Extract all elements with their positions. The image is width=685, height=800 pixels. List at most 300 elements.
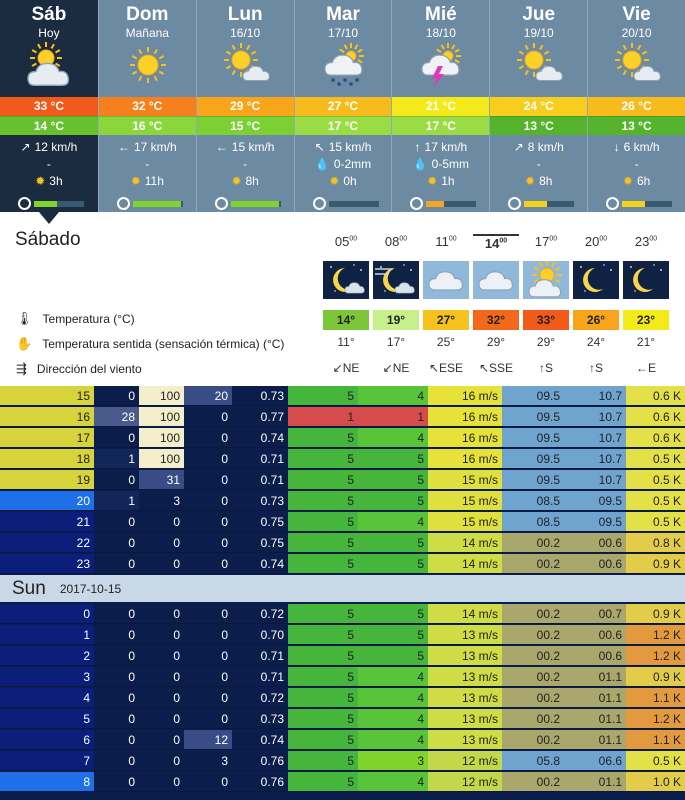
uv-bar	[34, 201, 84, 207]
day-date: 19/10	[523, 26, 554, 40]
table-cell: 09.5	[502, 386, 564, 406]
hour-wind: ←E	[635, 361, 656, 375]
sun-icon: ✹	[329, 174, 340, 188]
wind-arrow-icon: ↖	[478, 361, 490, 375]
hour-temperature: 14°	[323, 310, 369, 330]
sun-hours: 3h	[49, 174, 63, 188]
table-cell: 0	[184, 625, 232, 645]
wind-arrow-icon: ↑	[538, 361, 545, 375]
uv-row	[117, 197, 183, 210]
table-cell: 1	[358, 407, 428, 427]
sun-row	[392, 173, 489, 190]
table-cell: 08.5	[502, 491, 564, 511]
table-cell: 09.5	[564, 491, 626, 511]
day-details	[99, 139, 196, 216]
table-cell: 0	[94, 625, 139, 645]
uv-bar	[622, 201, 672, 207]
uv-icon	[313, 197, 326, 210]
wind-arrow-icon: ←	[215, 140, 228, 154]
max-temperature: 21 °C	[392, 97, 489, 116]
wind-arrow-icon: ↗	[513, 140, 524, 154]
max-temperature: 26 °C	[588, 97, 685, 116]
max-temperature: 32 °C	[99, 97, 196, 116]
table-cell: 0	[184, 772, 232, 792]
wind-speed: 8 km/h	[527, 140, 564, 154]
moon-fog-icon	[373, 261, 419, 299]
table-cell: 5	[358, 554, 428, 574]
hour-label[interactable]: $11^{00}$	[435, 234, 457, 249]
rain-row	[0, 156, 98, 173]
table-cell: 17	[0, 428, 94, 448]
hour-feels-like: 29°	[536, 335, 556, 349]
uv-icon	[18, 197, 31, 210]
table-cell: 10.7	[564, 449, 626, 469]
table-cell: 0	[184, 554, 232, 574]
day-name: Dom	[126, 4, 169, 25]
hour-feels-like: 21°	[636, 335, 656, 349]
table-cell: 00.6	[564, 533, 626, 553]
day-name: Mié	[425, 4, 457, 25]
table-cell: 5	[288, 470, 358, 490]
wind-speed: 17 km/h	[424, 140, 468, 154]
table-row	[0, 533, 685, 554]
table-cell: 5	[288, 449, 358, 469]
day-details	[490, 139, 587, 216]
hour-temperature: 33°	[523, 310, 569, 330]
table-cell: 0.5 K	[626, 449, 685, 469]
rain-row	[490, 156, 587, 173]
uv-icon	[410, 197, 423, 210]
table-cell: 5	[288, 709, 358, 729]
sun-icon: ✹	[427, 174, 438, 188]
table-row	[0, 604, 685, 625]
hand-icon: ✋	[16, 336, 33, 351]
table-cell: 0	[184, 688, 232, 708]
uv-bar-fill	[133, 201, 181, 207]
wind-row	[295, 139, 392, 156]
max-temperature: 33 °C	[0, 97, 98, 116]
rain-amount: -	[536, 157, 541, 171]
table-cell: 0	[184, 428, 232, 448]
table-cell: 4	[358, 667, 428, 687]
max-temperature: 27 °C	[295, 97, 392, 116]
hour-wind: ↙NE	[332, 361, 360, 375]
table-cell: 4	[0, 688, 94, 708]
table-cell: 3	[358, 751, 428, 771]
table-cell: 0	[139, 604, 184, 624]
table-cell: 0.75	[232, 533, 288, 553]
table-cell: 5	[288, 512, 358, 532]
day-name: Jue	[522, 4, 556, 25]
table-cell: 14 m/s	[428, 604, 502, 624]
table-cell: 2	[0, 646, 94, 666]
table-cell: 1.0 K	[626, 772, 685, 792]
moon-icon	[573, 261, 619, 299]
table-cell: 0	[94, 688, 139, 708]
wind-row	[197, 139, 294, 156]
sun-hours: 8h	[539, 174, 553, 188]
table-cell: 1	[94, 449, 139, 469]
day-name: Lun	[227, 4, 263, 25]
day-header	[490, 0, 587, 97]
table-cell: 1.2 K	[626, 625, 685, 645]
table-cell: 18	[0, 449, 94, 469]
day-card-5[interactable]	[489, 0, 587, 212]
table-cell: 0.76	[232, 751, 288, 771]
sun-hours: 11h	[144, 174, 164, 188]
hour-temperature: 23°	[623, 310, 669, 330]
table-cell: 01.1	[564, 688, 626, 708]
day-name: Sáb	[31, 4, 67, 25]
rain-amount: -	[243, 157, 248, 171]
table-row	[0, 751, 685, 772]
wind-arrow-icon: ←	[117, 140, 130, 154]
table-cell: 100	[139, 449, 184, 469]
table-cell: 0.71	[232, 449, 288, 469]
day-details	[197, 139, 294, 216]
table-cell: 1.1 K	[626, 688, 685, 708]
table-cell: 0.9 K	[626, 604, 685, 624]
uv-icon	[508, 197, 521, 210]
wind-arrow-icon: ↙	[332, 361, 343, 375]
table-cell: 0.77	[232, 407, 288, 427]
sunny-cloud-icon	[523, 261, 569, 299]
hour-wind: ↖ESE	[428, 361, 464, 375]
table-cell: 5	[288, 688, 358, 708]
uv-bar	[426, 201, 476, 207]
table-cell: 5	[288, 625, 358, 645]
rain-amount: 0-5mm	[431, 157, 470, 171]
table-cell: 00.2	[502, 533, 564, 553]
day-card-4[interactable]	[391, 0, 489, 212]
table-cell: 10.7	[564, 470, 626, 490]
day-date: Mañana	[125, 26, 169, 40]
sun-row	[0, 173, 98, 190]
table-row	[0, 554, 685, 575]
hour-label[interactable]: $23^{00}$	[634, 234, 658, 249]
temp-row-label: 🌡 Temperatura (°C)	[16, 311, 135, 326]
table-row	[0, 730, 685, 751]
table-cell: 5	[288, 604, 358, 624]
table-cell: 16 m/s	[428, 407, 502, 427]
sunny-icon	[123, 42, 173, 88]
table-cell: 0.6 K	[626, 386, 685, 406]
min-temperature: 15 °C	[197, 116, 294, 135]
table-cell: 0	[94, 709, 139, 729]
sunny-cloud-icon	[514, 42, 564, 88]
table-cell: 0.71	[232, 667, 288, 687]
table-cell: 31	[139, 470, 184, 490]
table-cell: 15	[0, 386, 94, 406]
sun-icon: ✹	[525, 174, 536, 188]
section-day-name: Sun	[12, 577, 46, 599]
table-cell: 13 m/s	[428, 625, 502, 645]
table-cell: 5	[288, 646, 358, 666]
hour-wind: ↙NE	[382, 361, 410, 375]
day-details	[392, 139, 489, 216]
table-cell: 0.73	[232, 709, 288, 729]
table-cell: 01.1	[564, 667, 626, 687]
day-card-3[interactable]	[294, 0, 392, 212]
table-cell: 00.2	[502, 646, 564, 666]
table-cell: 1.2 K	[626, 709, 685, 729]
table-row	[0, 667, 685, 688]
table-cell: 00.2	[502, 554, 564, 574]
day-details	[588, 139, 685, 216]
table-cell: 00.6	[564, 625, 626, 645]
min-temperature: 14 °C	[0, 116, 98, 135]
table-cell: 0.9 K	[626, 554, 685, 574]
table-cell: 06.6	[564, 751, 626, 771]
table-row	[0, 407, 685, 428]
rain-amount: -	[46, 157, 51, 171]
table-cell: 4	[358, 772, 428, 792]
table-cell: 5	[358, 491, 428, 511]
table-cell: 09.5	[502, 470, 564, 490]
wind-speed: 17 km/h	[133, 140, 177, 154]
feel-row-label: ✋ Temperatura sentida (sensación térmica) (°C)	[16, 336, 285, 351]
min-temperature: 17 °C	[392, 116, 489, 135]
day-date: Hoy	[38, 26, 60, 40]
table-cell: 0.8 K	[626, 533, 685, 553]
rain-row	[295, 156, 392, 173]
raindrop-icon: 💧	[314, 157, 330, 171]
table-cell: 4	[358, 512, 428, 532]
wind-arrow-icon: ↙	[382, 361, 393, 375]
table-cell: 5	[0, 709, 94, 729]
table-cell: 14 m/s	[428, 533, 502, 553]
table-cell: 14 m/s	[428, 554, 502, 574]
table-cell: 13 m/s	[428, 709, 502, 729]
day-card-6[interactable]	[587, 0, 685, 212]
table-cell: 00.6	[564, 554, 626, 574]
table-row	[0, 688, 685, 709]
table-cell: 0.72	[232, 604, 288, 624]
table-cell: 0	[184, 709, 232, 729]
table-cell: 5	[288, 428, 358, 448]
sunny-cloud-icon	[612, 42, 662, 88]
table-cell: 5	[288, 554, 358, 574]
table-cell: 100	[139, 428, 184, 448]
day-details	[295, 139, 392, 216]
table-cell: 08.5	[502, 512, 564, 532]
table-cell: 13 m/s	[428, 646, 502, 666]
sun-row	[490, 173, 587, 190]
uv-bar	[133, 201, 183, 207]
table-cell: 16 m/s	[428, 386, 502, 406]
table-cell: 09.5	[502, 407, 564, 427]
hour-label[interactable]: $14^{00}$	[473, 234, 519, 256]
uv-icon	[606, 197, 619, 210]
sun-hours: 1h	[441, 174, 455, 188]
table-cell: 20	[184, 386, 232, 406]
uv-bar-fill	[524, 201, 547, 207]
table-cell: 5	[358, 470, 428, 490]
table-cell: 00.2	[502, 688, 564, 708]
uv-row	[18, 197, 84, 210]
hour-temperature: 32°	[473, 310, 519, 330]
hour-wind: ↑S	[588, 361, 603, 375]
table-cell: 0	[94, 751, 139, 771]
wind-row-label: ⇶ Dirección del viento	[16, 361, 142, 376]
wind-arrow-icon: ↑	[414, 140, 421, 154]
table-cell: 0	[94, 533, 139, 553]
table-cell: 0	[94, 512, 139, 532]
uv-bar-fill	[622, 201, 645, 207]
sun-hours: 6h	[636, 174, 651, 188]
sunny-cloud-icon	[221, 42, 271, 88]
table-cell: 13 m/s	[428, 730, 502, 750]
table-cell: 16	[0, 407, 94, 427]
table-cell: 00.2	[502, 625, 564, 645]
sun-row	[197, 173, 294, 190]
day-date: 17/10	[327, 26, 359, 40]
table-cell: 21	[0, 512, 94, 532]
hour-label[interactable]: $20^{00}$	[584, 234, 608, 249]
table-cell: 1	[94, 491, 139, 511]
day-date: 16/10	[230, 26, 261, 40]
table-cell: 23	[0, 554, 94, 574]
table-cell: 0	[139, 512, 184, 532]
wind-arrow-icon: ↖	[428, 361, 440, 375]
table-cell: 5	[358, 646, 428, 666]
table-cell: 100	[139, 407, 184, 427]
day-header	[197, 0, 294, 97]
table-cell: 09.5	[564, 512, 626, 532]
table-row	[0, 709, 685, 730]
table-cell: 4	[358, 709, 428, 729]
table-cell: 1	[288, 407, 358, 427]
wind-speed: 12 km/h	[34, 140, 78, 154]
table-cell: 22	[0, 533, 94, 553]
uv-icon	[117, 197, 130, 210]
day-header	[392, 0, 489, 97]
table-cell: 3	[184, 751, 232, 771]
wind-speed: 15 km/h	[231, 140, 275, 154]
hourly-title: Sábado	[15, 229, 81, 250]
table-cell: 0.74	[232, 554, 288, 574]
rain-row	[588, 156, 685, 173]
sun-icon: ✹	[130, 174, 141, 188]
sun-hours: 8h	[245, 174, 259, 188]
table-cell: 0	[94, 730, 139, 750]
day-date: 20/10	[621, 26, 652, 40]
table-cell: 4	[358, 386, 428, 406]
uv-bar-fill	[231, 201, 279, 207]
day-header	[588, 0, 685, 97]
table-cell: 01.1	[564, 772, 626, 792]
table-cell: 0.75	[232, 512, 288, 532]
table-cell: 16 m/s	[428, 428, 502, 448]
table-cell: 0	[139, 646, 184, 666]
uv-icon	[215, 197, 228, 210]
day-card-1[interactable]	[98, 0, 196, 212]
sun-icon: ✹	[622, 174, 633, 188]
partly-cloudy-icon	[24, 42, 74, 88]
table-cell: 00.2	[502, 667, 564, 687]
table-cell: 0.72	[232, 688, 288, 708]
day-card-0[interactable]	[0, 0, 98, 212]
uv-bar	[231, 201, 281, 207]
moon-icon	[623, 261, 669, 299]
table-cell: 00.2	[502, 772, 564, 792]
table-cell: 0.6 K	[626, 428, 685, 448]
rain-cloud-icon	[319, 42, 369, 88]
sun-icon: ✹	[231, 174, 242, 188]
table-cell: 00.2	[502, 730, 564, 750]
day-card-2[interactable]	[196, 0, 294, 212]
table-cell: 0	[139, 688, 184, 708]
table-cell: 0.5 K	[626, 470, 685, 490]
day-header	[99, 0, 196, 97]
min-temperature: 13 °C	[588, 116, 685, 135]
rain-row	[392, 156, 489, 173]
table-cell: 13 m/s	[428, 667, 502, 687]
max-temperature: 24 °C	[490, 97, 587, 116]
hour-label[interactable]: $08^{00}$	[384, 234, 408, 249]
table-cell: 5	[288, 491, 358, 511]
table-row	[0, 646, 685, 667]
wind-speed: 6 km/h	[623, 140, 660, 154]
day-header	[0, 0, 98, 97]
hour-label[interactable]: $05^{00}$	[334, 234, 358, 249]
wind-arrow-icon: ↗	[20, 140, 31, 154]
wind-row	[588, 139, 685, 156]
table-cell: 1.2 K	[626, 646, 685, 666]
table-cell: 0.76	[232, 772, 288, 792]
cloud-icon	[473, 261, 519, 299]
rain-row	[99, 156, 196, 173]
wind-row	[0, 139, 98, 156]
table-cell: 0.70	[232, 625, 288, 645]
table-cell: 0	[184, 646, 232, 666]
min-temperature: 16 °C	[99, 116, 196, 135]
table-cell: 5	[288, 533, 358, 553]
table-cell: 01.1	[564, 730, 626, 750]
table-cell: 5	[358, 533, 428, 553]
hour-feels-like: 24°	[586, 335, 606, 349]
hourly-forecast-panel	[0, 212, 685, 390]
table-cell: 5	[288, 667, 358, 687]
table-cell: 0	[139, 533, 184, 553]
uv-row	[215, 197, 281, 210]
hour-feels-like: 11°	[337, 335, 355, 349]
table-cell: 1.1 K	[626, 730, 685, 750]
hour-label[interactable]: $17^{00}$	[534, 234, 558, 249]
table-cell: 0	[94, 646, 139, 666]
table-cell: 0	[139, 667, 184, 687]
table-cell: 5	[288, 730, 358, 750]
table-cell: 5	[288, 772, 358, 792]
table-cell: 4	[358, 688, 428, 708]
table-cell: 16 m/s	[428, 449, 502, 469]
wind-row	[99, 139, 196, 156]
sun-hours: 0h	[343, 174, 357, 188]
table-cell: 12 m/s	[428, 751, 502, 771]
day-name: Vie	[622, 4, 651, 25]
table-cell: 0	[139, 709, 184, 729]
table-row	[0, 428, 685, 449]
table-cell: 0	[184, 470, 232, 490]
table-cell: 10.7	[564, 428, 626, 448]
hour-temperature: 26°	[573, 310, 619, 330]
table-cell: 4	[358, 730, 428, 750]
table-cell: 0.74	[232, 428, 288, 448]
wind-arrow-icon: ↓	[613, 140, 620, 154]
table-row	[0, 386, 685, 407]
table-cell: 15 m/s	[428, 512, 502, 532]
table-cell: 4	[358, 428, 428, 448]
